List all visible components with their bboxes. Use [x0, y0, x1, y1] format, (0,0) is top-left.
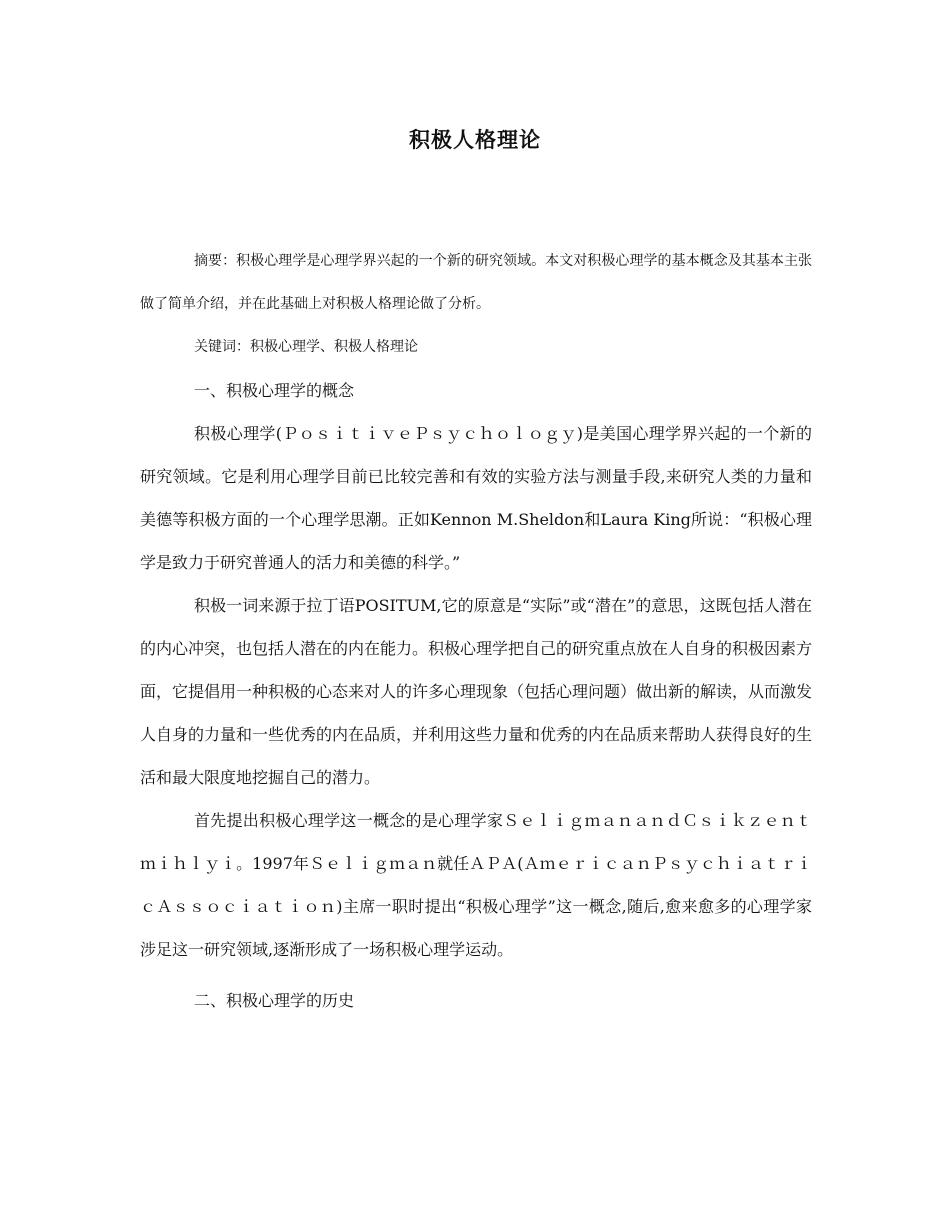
- document-title: 积极人格理论: [409, 127, 541, 152]
- keywords-line: 关键词：积极心理学、积极人格理论: [194, 339, 418, 355]
- section-heading-1: 一、积极心理学的概念: [194, 381, 355, 400]
- body-paragraph-3: 首先提出积极心理学这一概念的是心理学家ＳｅｌｉｇｍａｎａｎｄＣｓｉｋｚｅｎｔｍｉｈｌｙｉ。1997年Ｓｅｌｉｇｍａｎ就任ＡＰＡ(ＡｍｅｒｉｃａｎＰｓｙｃｈｉａｔｒｉｃＡｓｓｏｃｉａｔｉｏｎ)主席一职时提出“积极心理学”这一概念,随后,愈来愈多的心理学家涉足这一研究领域,逐渐形成了一场积极心理学运动。: [140, 811, 812, 959]
- section-heading-2: 二、积极心理学的历史: [194, 991, 355, 1010]
- body-paragraph-2: 积极一词来源于拉丁语POSITUM,它的原意是“实际”或“潜在”的意思，这既包括人潜在的内心冲突，也包括人潜在的内在能力。积极心理学把自己的研究重点放在人自身的积极因素方面，它提倡用一种积极的心态来对人的许多心理现象（包括心理问题）做出新的解读，从而激发人自身的力量和一些优秀的内在品质，并利用这些力量和优秀的内在品质来帮助人获得良好的生活和最大限度地挖掘自己的潜力。: [140, 596, 813, 787]
- abstract-paragraph: 摘要：积极心理学是心理学界兴起的一个新的研究领域。本文对积极心理学的基本概念及其基本主张做了简单介绍，并在此基础上对积极人格理论做了分析。: [140, 253, 812, 312]
- document-body: [140, 240, 812, 1022]
- body-paragraph-1: 积极心理学(ＰｏｓｉｔｉｖｅＰｓｙｃｈｏｌｏｇｙ)是美国心理学界兴起的一个新的研究领域。它是利用心理学目前已比较完善和有效的实验方法与测量手段,来研究人类的力量和美德等积极方面的一个心理学思潮。正如Kennon M.Sheldon和Laura King所说：“积极心理学是致力于研究普通人的活力和美德的科学。”: [140, 424, 812, 572]
